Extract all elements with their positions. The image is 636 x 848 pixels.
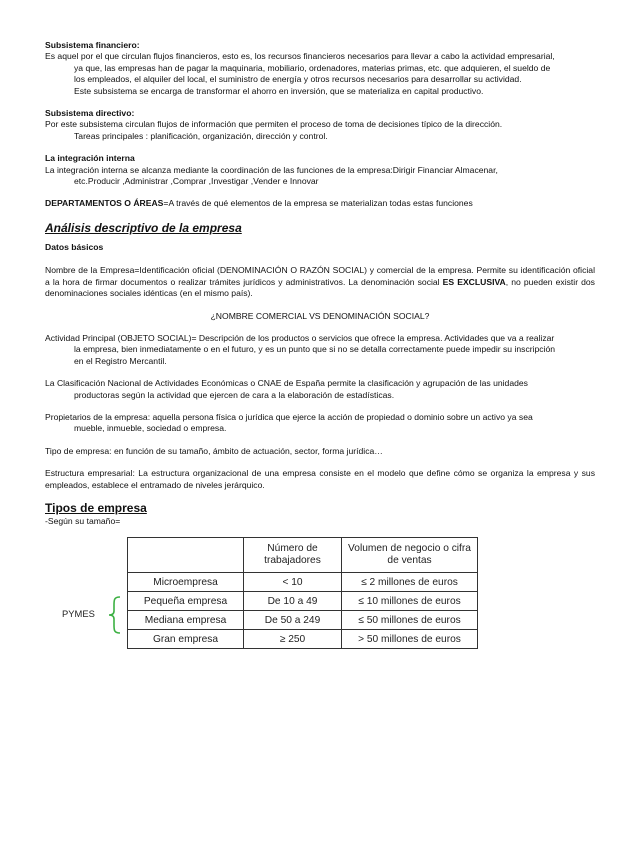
financiero-line: Este subsistema se encarga de transformar el ahorro en inversión, que se materializa en capital productivo. (74, 85, 484, 96)
actividad-line: la empresa, bien inmediatamente o en el futuro, y es un punto que si no se detalla correctamente puede impedir su inscripción (74, 344, 556, 355)
analisis-title: Análisis descriptivo de la empresa (45, 220, 242, 235)
table-header-cell (128, 538, 244, 573)
table-row (128, 611, 478, 630)
table-row (128, 573, 478, 592)
datos-basicos-heading: Datos básicos (45, 241, 104, 252)
table-cell: Gran empresa (128, 630, 244, 649)
directivo-title: Subsistema directivo: (45, 108, 135, 119)
actividad-line: Actividad Principal (OBJETO SOCIAL)= Descripción de los productos o servicios que ofrece la empresa. Actividades que va a realizar (45, 332, 555, 343)
company-size-table (127, 537, 478, 649)
directivo-line: Tareas principales : planificación, organización, dirección y control. (74, 130, 328, 141)
table-cell: Microempresa (128, 573, 244, 592)
nombre-bold: ES EXCLUSIVA (442, 276, 506, 287)
directivo-line: Por este subsistema circulan flujos de información que permiten el proceso de toma de decisiones típico de la dirección. (45, 119, 503, 130)
table-cell: De 50 a 249 (244, 611, 342, 630)
table-header-cell: Número de trabajadores (244, 538, 342, 573)
actividad-line: en el Registro Mercantil. (74, 355, 167, 366)
question-line: ¿NOMBRE COMERCIAL VS DENOMINACIÓN SOCIAL? (210, 310, 430, 321)
table-cell: ≥ 250 (244, 630, 342, 649)
integracion-line: etc.Producir ,Administrar ,Comprar ,Investigar ,Vender e Innovar (74, 176, 319, 187)
document-page (45, 40, 595, 527)
financiero-line: ya que, las empresas han de pagar la maquinaria, mobiliario, ordenadores, materias primas, etc. que adquieren, el sueldo de (74, 62, 551, 73)
table-header-cell: Volumen de negocio o cifra de ventas (342, 538, 478, 573)
tipo-line: Tipo de empresa: en función de su tamaño, ámbito de actuación, sector, forma jurídica… (45, 445, 383, 456)
table-row (128, 630, 478, 649)
table-cell: < 10 (244, 573, 342, 592)
table-cell: De 10 a 49 (244, 592, 342, 611)
table-cell: ≤ 50 millones de euros (342, 611, 478, 630)
pymes-label: PYMES (62, 608, 95, 619)
nombre-rest: , no pueden existir dos denominaciones sociales idénticas (en el mismo país). (45, 276, 595, 299)
propietarios-line: Propietarios de la empresa: aquella persona física o jurídica que ejerce la acción de propiedad o dominio sobre un activo ya sea (45, 411, 533, 422)
table-cell: ≤ 10 millones de euros (342, 592, 478, 611)
table-row (128, 592, 478, 611)
financiero-line: los empleados, el alquiler del local, el suministro de energía y otros recursos necesarios para desarrollar su actividad. (74, 74, 522, 85)
table-header-row (128, 538, 478, 573)
departamentos-paragraph (45, 198, 595, 209)
curly-brace-icon (108, 596, 122, 634)
estructura-paragraph: Estructura empresarial: La estructura organizacional de una empresa consiste en el modelo que define cómo se organiza la empresa y sus empleados, establece el entramado de niveles jerárquico. (45, 468, 595, 490)
financiero-title: Subsistema financiero: (45, 40, 140, 50)
integracion-line: La integración interna se alcanza mediante la coordinación de las funciones de la empresa:Dirigir Financiar Almacenar, (45, 164, 498, 175)
tipos-title: Tipos de empresa (45, 500, 147, 515)
tipos-subtitle: -Según su tamaño= (45, 515, 121, 526)
table-cell: ≤ 2 millones de euros (342, 573, 478, 592)
cnae-line: La Clasificación Nacional de Actividades Económicas o CNAE de España permite la clasificación y agrupación de las unidades (45, 378, 528, 389)
table-cell: Pequeña empresa (128, 592, 244, 611)
table-cell: > 50 millones de euros (342, 630, 478, 649)
financiero-line: Es aquel por el que circulan flujos financieros, esto es, los recursos financieros necesarios para llevar a cabo la actividad empresarial, (45, 51, 555, 62)
propietarios-line: mueble, inmueble, sociedad o empresa. (74, 423, 227, 434)
departamentos-label: DEPARTAMENTOS O ÁREAS (45, 198, 164, 209)
departamentos-text: =A través de qué elementos de la empresa se materializan todas estas funciones (163, 198, 473, 209)
nombre-empresa-paragraph (45, 265, 595, 299)
integracion-title: La integración interna (45, 153, 135, 164)
cnae-line: productoras según la actividad que ejercen de cara a la elaboración de estadísticas. (74, 389, 395, 400)
nombre-text: Nombre de la Empresa=Identificación oficial (DENOMINACIÓN O RAZÓN SOCIAL) y comercial de la empresa. Permite su identificación oficial a la hora de firmar documentos o realizar trámites jurídicos y administrativos. La denominación social (45, 265, 595, 287)
table-cell: Mediana empresa (128, 611, 244, 630)
